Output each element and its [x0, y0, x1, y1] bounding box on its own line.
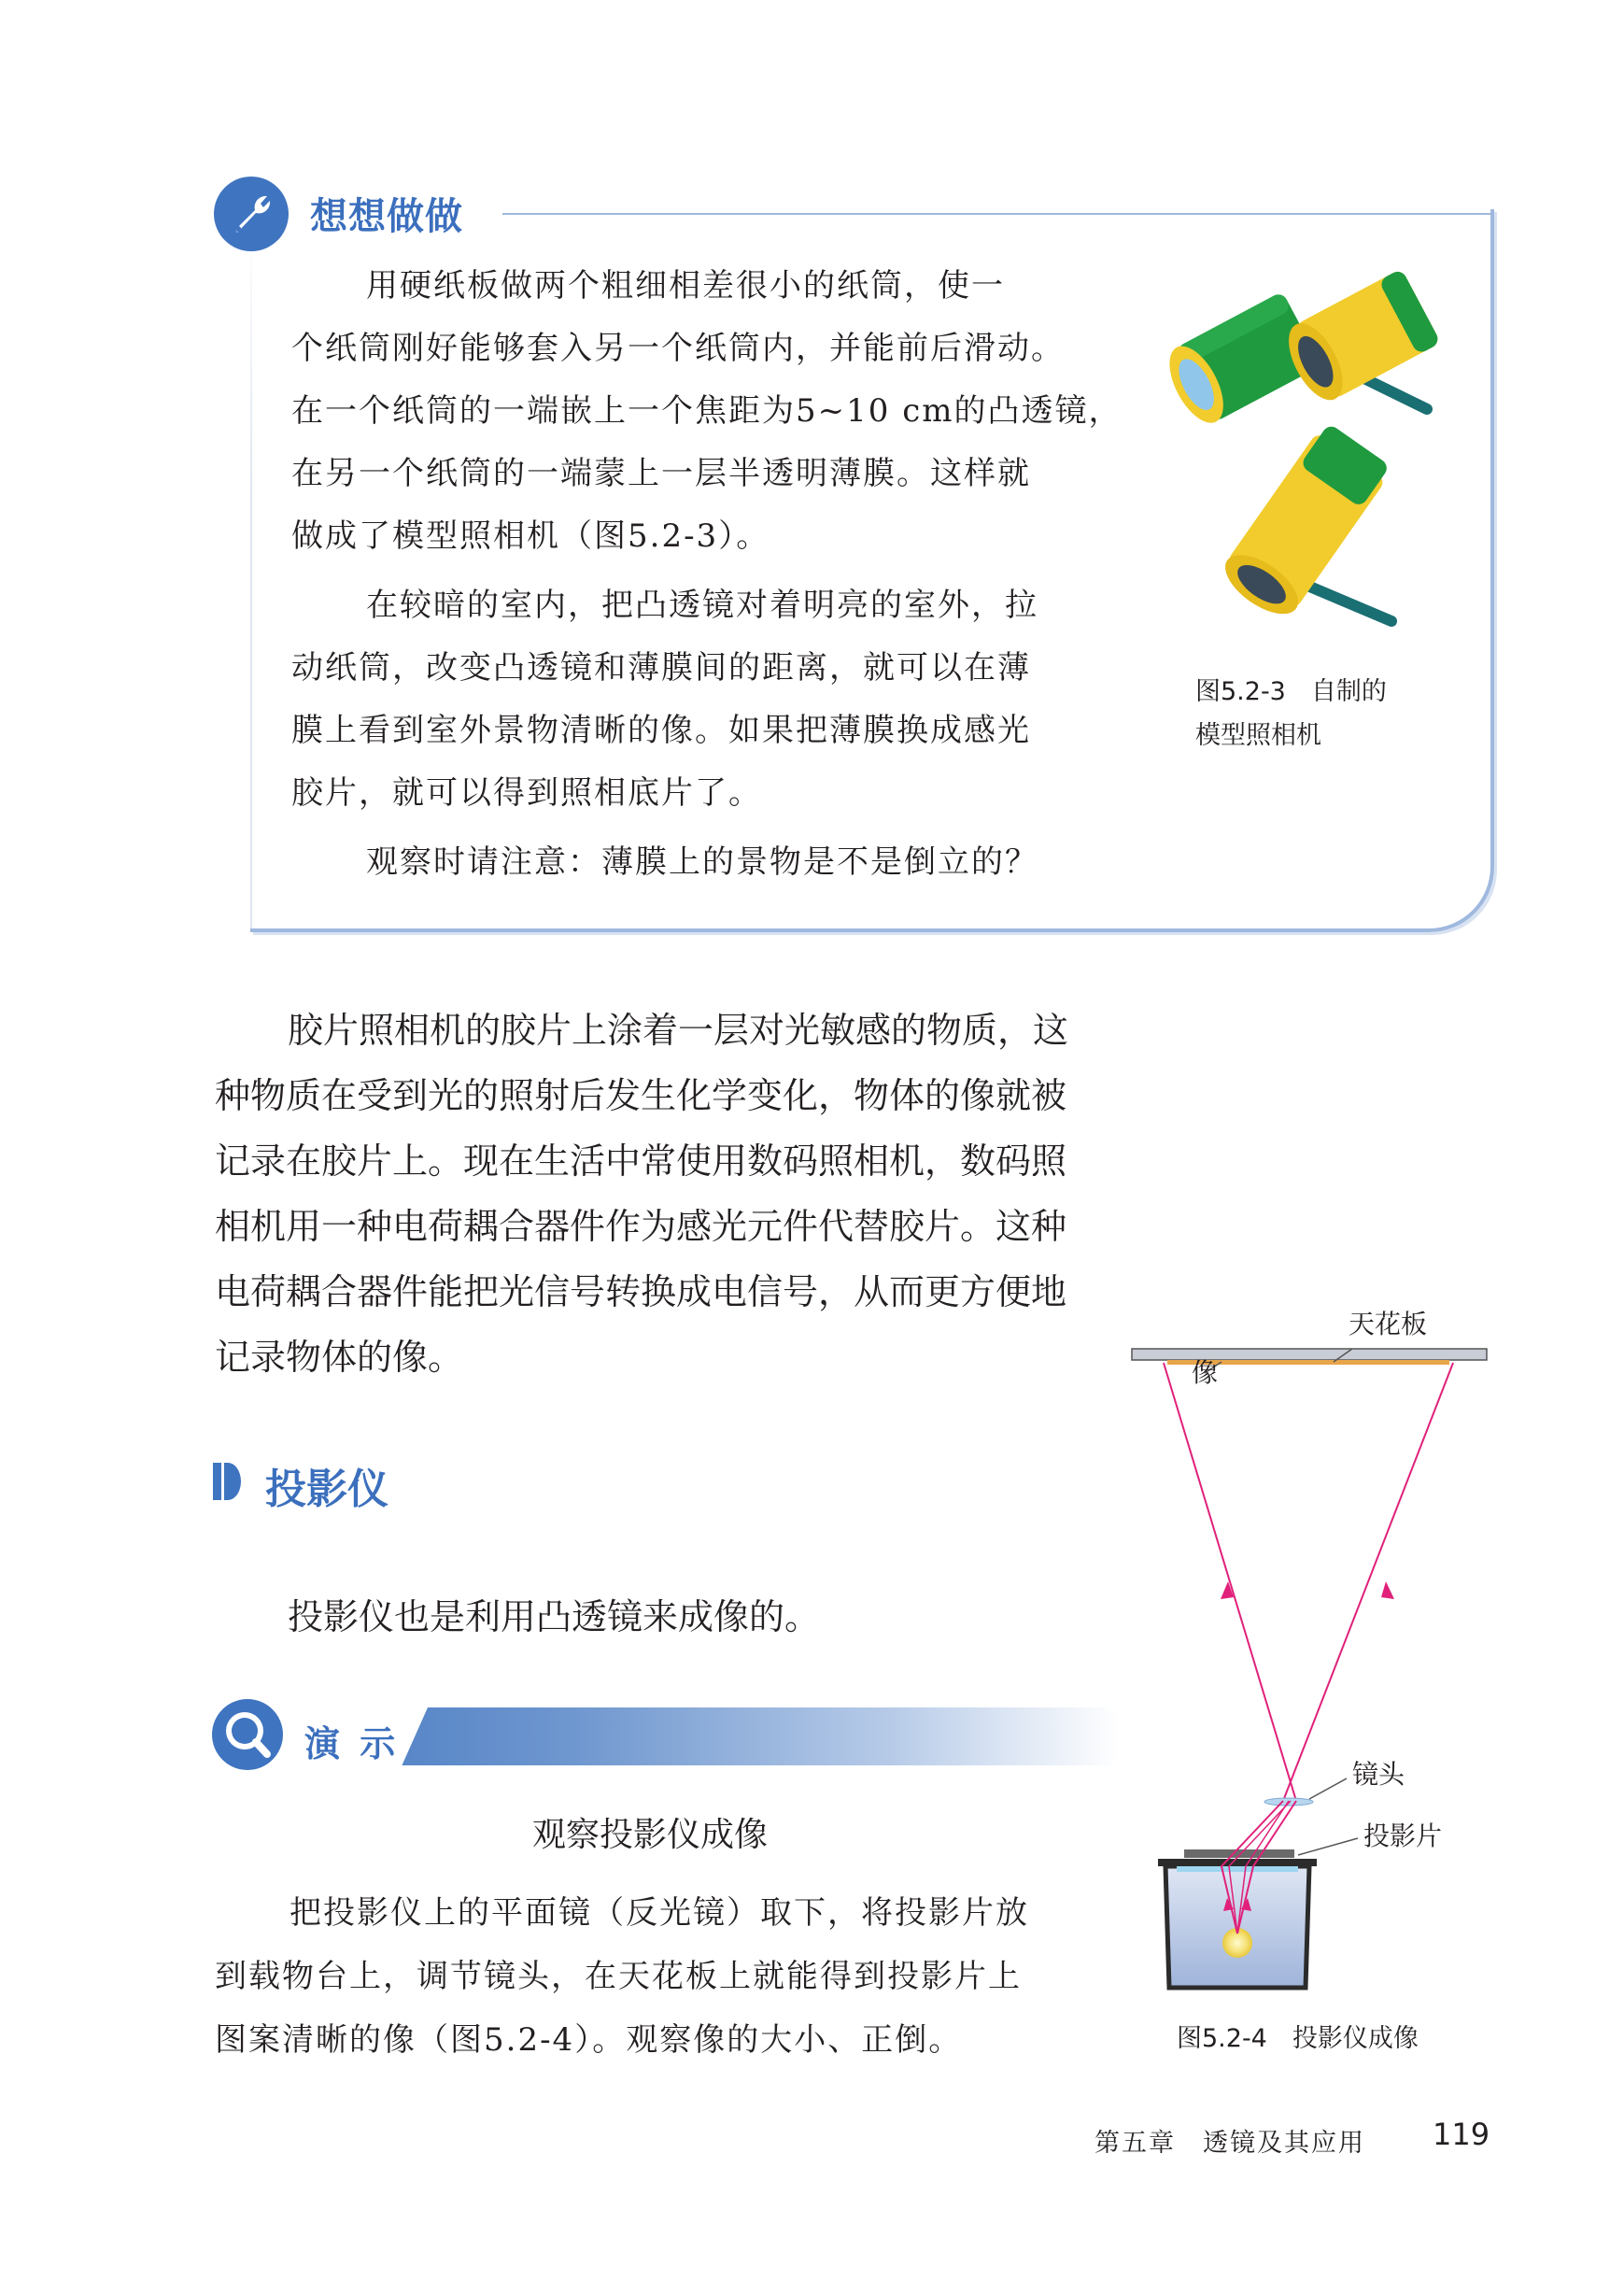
body-line: 电荷耦合器件能把光信号转换成电信号，从而更方便地	[215, 1271, 1067, 1312]
activity-line: 观察时请注意：薄膜上的景物是不是倒立的？	[366, 843, 1038, 881]
page-number: 119	[1433, 2117, 1490, 2152]
activity-line: 用硬纸板做两个粗细相差很小的纸筒，使一	[366, 267, 1005, 305]
activity-line: 胶片，就可以得到照相底片了。	[291, 774, 762, 812]
activity-line: 动纸筒，改变凸透镜和薄膜间的距离，就可以在薄	[291, 649, 1031, 687]
body-line: 相机用一种电荷耦合器件作为感光元件代替胶片。这种	[215, 1206, 1067, 1247]
wrench-icon	[213, 176, 289, 252]
demo-label: 演 示	[304, 1723, 400, 1764]
section-marker-icon	[213, 1463, 241, 1500]
demo-line: 到载物台上，调节镜头，在天花板上就能得到投影片上	[215, 1958, 1022, 1995]
magnifier-icon	[211, 1698, 284, 1771]
activity-title: 想想做做	[310, 195, 463, 238]
activity-line: 在较暗的室内，把凸透镜对着明亮的室外，拉	[366, 587, 1038, 624]
projector-diagram	[1111, 1289, 1504, 2018]
lens-label: 镜头	[1352, 1759, 1405, 1790]
camera-figure-caption: 模型照相机	[1195, 721, 1321, 750]
activity-title-rule	[502, 213, 1490, 215]
body-line: 记录在胶片上。现在生活中常使用数码照相机，数码照	[215, 1140, 1067, 1182]
body-line: 记录物体的像。	[215, 1337, 464, 1378]
slide-label: 投影片	[1363, 1820, 1443, 1851]
section-title: 投影仪	[265, 1466, 388, 1513]
activity-line: 膜上看到室外景物清晰的像。如果把薄膜换成感光	[291, 712, 1031, 749]
activity-line: 在另一个纸筒的一端蒙上一层半透明薄膜。这样就	[291, 455, 1031, 492]
activity-line: 在一个纸筒的一端嵌上一个焦距为5~10 cm的凸透镜，	[291, 392, 1123, 430]
demo-subtitle: 观察投影仪成像	[532, 1816, 769, 1854]
ceiling-label: 天花板	[1349, 1309, 1428, 1339]
image-label: 像	[1192, 1357, 1219, 1388]
body-line: 胶片照相机的胶片上涂着一层对光敏感的物质，这	[288, 1010, 1069, 1051]
footer-chapter: 第五章 透镜及其应用	[1094, 2129, 1365, 2158]
section-intro: 投影仪也是利用凸透镜来成像的。	[288, 1596, 821, 1637]
body-line: 种物质在受到光的照射后发生化学变化，物体的像就被	[215, 1075, 1067, 1116]
demo-line: 图案清晰的像（图5.2-4）。观察像的大小、正倒。	[215, 2021, 963, 2059]
camera-figure-caption: 图5.2-3 自制的	[1195, 677, 1387, 706]
model-camera-illustration	[1167, 252, 1466, 663]
activity-line: 个纸筒刚好能够套入另一个纸筒内，并能前后滑动。	[291, 330, 1065, 367]
activity-line: 做成了模型照相机（图5.2-3）。	[291, 517, 770, 555]
projector-figure-caption: 图5.2-4 投影仪成像	[1177, 2024, 1419, 2053]
demo-line: 把投影仪上的平面镜（反光镜）取下，将投影片放	[289, 1894, 1029, 1932]
